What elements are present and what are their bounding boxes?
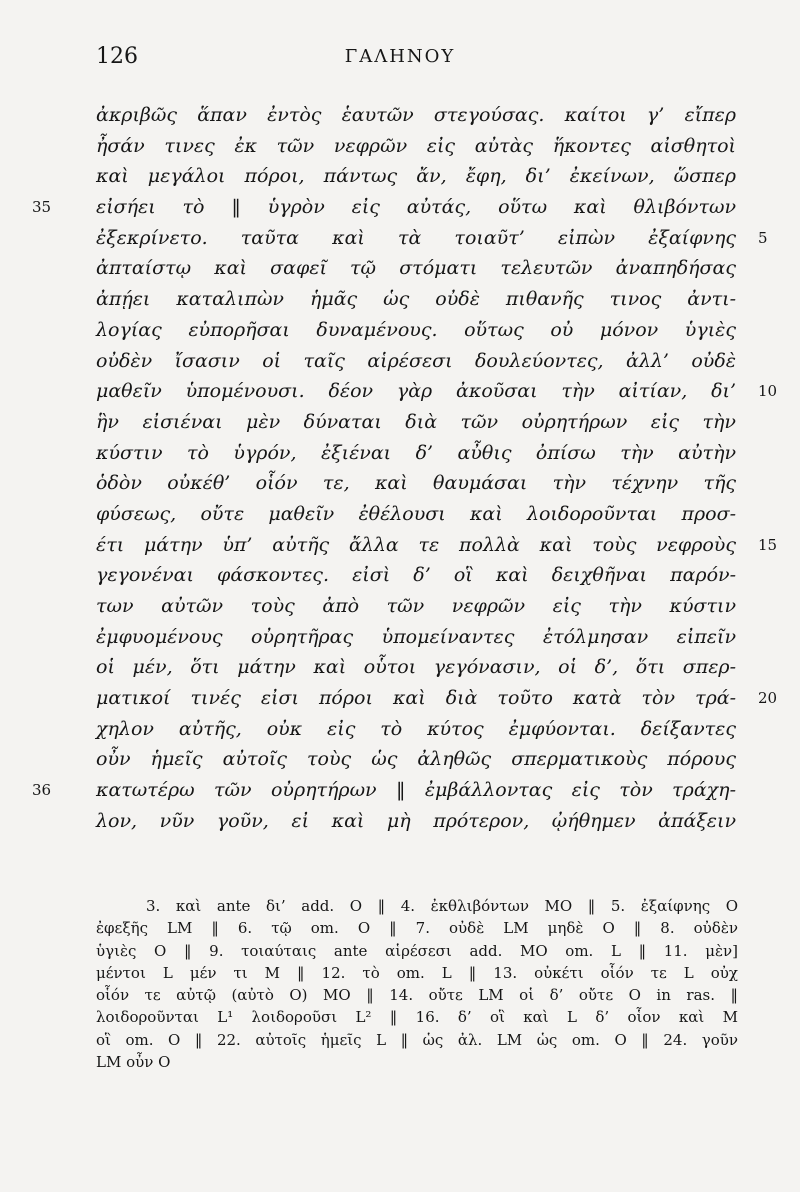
main-text	[32, 100, 778, 837]
text-line	[96, 499, 736, 530]
apparatus-line: ἐφεξῆς LM ‖ 6. τῷ om. O ‖ 7. οὐδὲ LM μηδὲ O ‖ 8. οὐδὲν	[96, 919, 738, 938]
apparatus-line: LM οὖν O	[96, 1053, 171, 1072]
text-line	[96, 223, 768, 254]
edition-page-marker: 36	[32, 781, 52, 800]
text-line-content: μαθεῖν ὑπομένουσι. δέον γὰρ ἀκοῦσαι τὴν αἰτίαν, δι’	[96, 380, 736, 403]
apparatus-line: ὑγιὲς O ‖ 9. τοιαύταις ante αἱρέσεσι add. MO om. L ‖ 11. μὲν]	[96, 941, 738, 960]
text-line-content: χηλον αὐτῆς, οὐκ εἰς τὸ κύτος ἐμφύονται. δείξαντες	[96, 717, 736, 740]
apparatus-line: λοιδοροῦνται L¹ λοιδοροῦσι L² ‖ 16. δ’ οἳ καὶ L δ’ οἷον καὶ M	[96, 1008, 738, 1027]
text-line	[96, 131, 736, 162]
text-line-content: καὶ μεγάλοι πόροι, πάντως ἄν, ἔφη, δι’ ἐκείνων, ὥσπερ	[96, 165, 736, 188]
text-line-content: ἀκριβῶς ἅπαν ἐντὸς ἑαυτῶν στεγούσας. καίτοι γ’ εἴπερ	[96, 104, 736, 126]
text-line-content: κύστιν τὸ ὑγρόν, ἐξιέναι δ’ αὖθις ὀπίσω τὴν αὐτὴν	[96, 441, 736, 464]
line-number: 10	[758, 382, 778, 401]
text-line	[96, 284, 736, 315]
text-line-content: λον, νῦν γοῦν, εἰ καὶ μὴ πρότερον, ᾠήθημεν ἀπάξειν	[96, 809, 736, 832]
text-line	[96, 530, 778, 561]
text-line	[96, 806, 736, 837]
text-line	[96, 315, 736, 346]
text-line-content: ὁδὸν οὐκέθ’ οἷόν τε, καὶ θαυμάσαι τὴν τέχνην τῆς	[96, 472, 736, 495]
text-line	[96, 652, 736, 683]
text-line	[96, 714, 736, 745]
line-number: 20	[758, 689, 778, 708]
line-number: 5	[758, 228, 768, 247]
text-line-content: φύσεως, οὔτε μαθεῖν ἐθέλουσι καὶ λοιδοροῦνται προσ-	[96, 502, 736, 525]
apparatus-line: μέντοι L μέν τι M ‖ 12. τὸ om. L ‖ 13. οὐκέτι οἷόν τε L οὐχ	[96, 963, 738, 982]
text-line-content: έτι μάτην ὑπ’ αὐτῆς ἄλλα τε πολλὰ καὶ τοὺς νεφροὺς	[96, 533, 736, 556]
text-line-content: λογίας εὐπορῆσαι δυναμένους. οὕτως οὐ μόνον ὑγιὲς	[96, 318, 736, 341]
apparatus-line: 3. καὶ ante δι’ add. O ‖ 4. ἐκθλιβόντων MO ‖ 5. ἐξαίφνης O	[146, 897, 738, 915]
text-line-content: ἐμφυομένους οὐρητῆρας ὑπομείναντες ἐτόλμησαν εἰπεῖν	[96, 625, 736, 648]
text-line	[96, 683, 778, 714]
apparatus-line: οἷόν τε αὐτῷ (αὐτὸ O) MO ‖ 14. οὔτε LM οἱ δ’ οὔτε O in ras. ‖	[96, 986, 738, 1005]
text-line-content: ἀπῄει καταλιπὼν ἡμᾶς ὡς οὐδὲ πιθανῆς τινος ἀντι-	[96, 288, 736, 311]
text-line	[96, 744, 736, 775]
line-number: 15	[758, 535, 778, 554]
text-line	[96, 253, 736, 284]
text-line	[96, 100, 736, 131]
text-line-content: ἐξεκρίνετο. ταῦτα καὶ τὰ τοιαῦτ’ εἰπὼν ἐξαίφνης	[96, 226, 736, 249]
text-line	[96, 560, 736, 591]
text-line	[96, 346, 736, 377]
apparatus-line: οἳ om. O ‖ 22. αὐτοῖς ἡμεῖς L ‖ ὡς ἀλ. LM ὡς om. O ‖ 24. γοῦν	[96, 1030, 738, 1049]
critical-apparatus	[96, 895, 738, 1073]
text-line	[96, 407, 736, 438]
text-line	[96, 376, 778, 407]
text-line	[32, 775, 736, 806]
text-line	[96, 438, 736, 469]
text-line	[96, 622, 736, 653]
text-line-content: ἣν εἰσιέναι μὲν δύναται διὰ τῶν οὐρητήρων εἰς τὴν	[96, 410, 736, 433]
page-number: 126	[96, 44, 138, 69]
text-line	[96, 468, 736, 499]
text-line-content: οὐδὲν ἴσασιν οἱ ταῖς αἱρέσεσι δουλεύοντες, ἀλλ’ οὐδὲ	[96, 349, 736, 372]
text-line	[32, 192, 736, 223]
text-line-content: οἱ μέν, ὅτι μάτην καὶ οὗτοι γεγόνασιν, οἱ δ’, ὅτι σπερ-	[96, 656, 736, 679]
text-line-content: ἀπταίστῳ καὶ σαφεῖ τῷ στόματι τελευτῶν ἀναπηδήσας	[96, 257, 736, 280]
edition-page-marker: 35	[32, 198, 52, 217]
text-line-content: των αὐτῶν τοὺς ἀπὸ τῶν νεφρῶν εἰς τὴν κύστιν	[96, 595, 736, 617]
text-line-content: κατωτέρω τῶν οὐρητήρων ‖ ἐμβάλλοντας εἰς τὸν τράχη-	[96, 779, 736, 802]
text-line-content: οὖν ἡμεῖς αὐτοῖς τοὺς ὡς ἀληθῶς σπερματικοὺς πόρους	[96, 748, 736, 771]
text-line	[96, 161, 736, 192]
text-line-content: εἰσήει τὸ ‖ ὑγρὸν εἰς αὐτάς, οὕτω καὶ θλιβόντων	[96, 196, 736, 219]
text-line	[96, 591, 736, 622]
running-title: ΓΑΛΗΝΟΥ	[344, 46, 456, 67]
text-line-content: ματικοί τινές εἰσι πόροι καὶ διὰ τοῦτο κατὰ τὸν τρά-	[96, 687, 736, 710]
text-line-content: γεγονέναι φάσκοντες. εἰσὶ δ’ οἳ καὶ δειχθῆναι παρόν-	[96, 564, 736, 587]
text-line-content: ἦσάν τινες ἐκ τῶν νεφρῶν εἰς αὐτὰς ἥκοντες αἰσθητοὶ	[96, 134, 736, 157]
